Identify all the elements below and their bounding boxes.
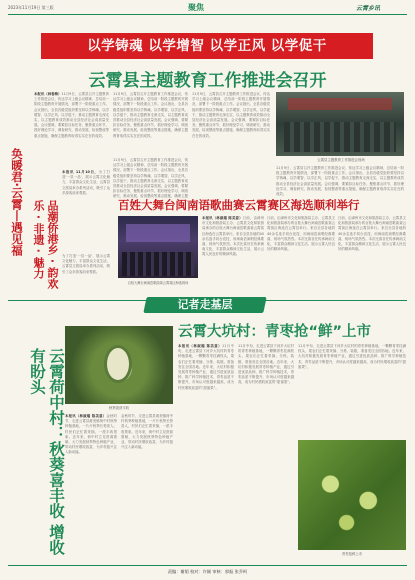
- story2-byline: 本报讯（林淑端 陈美意）: [202, 216, 243, 220]
- reporter-label: 记者走基层: [177, 298, 233, 311]
- story4-col2: [238, 344, 294, 556]
- story1-col4: [276, 166, 404, 196]
- story1-col1: [34, 92, 109, 156]
- sidebar-byline: 本报讯 11月10日，: [62, 170, 99, 174]
- footer-editors: 责编：谢韬 校对：许颖 审核：郭振 张乔柯: [167, 569, 248, 574]
- sidebar-body-cont: 为了打造'一县一品'，展示云霄文化魅力，丰富群众文化生活，云霄县文旅局举办系列活动，吸引了众多游客前来观看。: [62, 254, 110, 274]
- story4-body-cont2: 11月中旬，走进云霄县下河乡大坑村的青枣种植基地，一颗颗青枣挂满枝头，果农们正忙着采摘、分拣、装箱，准备发往全国各地。近年来，大坑村积极发展青枣种植产业，通过引进优质品种、推广科学种植技术，青枣品质不断提升，市场认可度越来越高，成为村民增收致富的“甜蜜果”。: [298, 344, 406, 369]
- story1-col3: [192, 92, 270, 176]
- story2-body-cont2: 日前，由漳州市文化和旅游局主办、云霄县文化和旅游局承办的百姓大舞台闽南语歌曲赛云霄赛区海选在云霄县举行。来自全县各地的40余名选手同台竞技，用闽南语演唱经典歌曲，现场气氛热烈。本次比赛旨在传承闽南文化，丰富群众精神文化生活，展示云霄人民良好的精神风貌。: [338, 216, 406, 252]
- story2-headline: 百姓大舞台闽南语歌曲赛云霄赛区海选顺利举行: [118, 198, 360, 212]
- story3-photo: [65, 326, 173, 404]
- story3-body-cont: 金秋时节，走进云霄县莆美镇荷中村秋葵种植基地，一片片秋葵长势喜人，村民们正忙着采摘，一派丰收景象。近年来，荷中村立足资源禀赋，大力发展秋葵特色种植产业，带动村民增收致富，为乡村振兴注入新动能。: [121, 414, 173, 450]
- sidebar-body: 为了打造'一县一品'，展示云霄文化魅力，丰富群众文化生活，云霄县文旅局举办系列活动，吸引了众多游客前来观看。: [62, 170, 110, 195]
- story4-col1: [178, 344, 234, 556]
- sidebar-body-col1: [62, 170, 110, 250]
- story2-col1: [202, 216, 264, 290]
- story1-body-cont3: 11月9日，云霄县召开主题教育工作推进会议，传达学习上级会议精神，总结前一阶段主题教育开展情况，部署下一阶段重点工作。会议指出，全县各级党组织要坚持以学铸魂、以学增智、以学正风、以学促干，推动主题教育走深走实，以主题教育成效推动全县经济社会高质量发展。会议强调，要紧扣目标任务，聚焦重点环节，抓好理论学习、调查研究、推动发展、检视整改等重点措施，确保主题教育取得实实在在的成效。: [192, 92, 270, 138]
- story3-col2: [121, 414, 173, 558]
- story1-col2: [113, 92, 188, 156]
- slogan-banner: [41, 33, 373, 59]
- story1-photo-caption: 云霄县主题教育工作推进会现场: [317, 158, 365, 162]
- story3-photo-caption: 秋葵喜获丰收: [108, 406, 130, 410]
- sidebar-vertical-title: 奂暖君·云霄丨遇见福: [10, 148, 24, 256]
- story4-photo: [298, 440, 406, 550]
- story3-byline: 本报讯（林淑端 陈美意）: [65, 414, 107, 418]
- story4-body-cont: 11月中旬，走进云霄县下河乡大坑村的青枣种植基地，一颗颗青枣挂满枝头，果农们正忙着采摘、分拣、装箱，准备发往全国各地。近年来，大坑村积极发展青枣种植产业，通过引进优质品种、推广科学种植技术，青枣品质不断提升，市场认可度越来越高，成为村民增收致富的“甜蜜果”。: [238, 344, 294, 385]
- story1-photo: [276, 92, 404, 156]
- footer-rule: [8, 565, 407, 566]
- story1-body-cont4: 11月9日，云霄县召开主题教育工作推进会议，传达学习上级会议精神，总结前一阶段主题教育开展情况，部署下一阶段重点工作。会议指出，全县各级党组织要坚持以学铸魂、以学增智、以学正风、以学促干，推动主题教育走深走实，以主题教育成效推动全县经济社会高质量发展。会议强调，要紧扣目标任务，聚焦重点环节，抓好理论学习、调查研究、推动发展、检视整改等重点措施，确保主题教育取得实实在在的成效。: [276, 166, 404, 196]
- story1-col2b: [113, 158, 188, 198]
- story4-byline: 本报讯（林淑端 陈美意）: [178, 344, 222, 348]
- story3-col1: [65, 414, 117, 558]
- story4-photo-caption: 青枣抢鲜上市: [341, 552, 363, 556]
- story2-col3: [338, 216, 406, 290]
- story4-body: 11月中旬，走进云霄县下河乡大坑村的青枣种植基地，一颗颗青枣挂满枝头，果农们正忙着采摘、分拣、装箱，准备发往全国各地。近年来，大坑村积极发展青枣种植产业，通过引进优质品种、推广科学种植技术，青枣品质不断提升，市场认可度越来越高，成为村民增收致富的“甜蜜果”。: [178, 344, 234, 390]
- story2-body: 日前，由漳州市文化和旅游局主办、云霄县文化和旅游局承办的百姓大舞台闽南语歌曲赛云霄赛区海选在云霄县举行。来自全县各地的40余名选手同台竞技，用闽南语演唱经典歌曲，现场气氛热烈。本次比赛旨在传承闽南文化，丰富群众精神文化生活，展示云霄人民良好的精神风貌。: [202, 216, 264, 257]
- issue-date: 2023年11月19日 第三版: [8, 5, 54, 10]
- sidebar-body-col2: [62, 254, 110, 296]
- story3-vertical-title: 云霄荷中村：秋葵喜丰收 增收有盼头: [28, 348, 65, 555]
- story3-body: 金秋时节，走进云霄县莆美镇荷中村秋葵种植基地，一片片秋葵长势喜人，村民们正忙着采摘，一派丰收景象。近年来，荷中村立足资源禀赋，大力发展秋葵特色种植产业，带动村民增收致富，为乡村振兴注入新动能。: [65, 414, 117, 455]
- paper-name: 云霄乡讯: [356, 5, 381, 12]
- story1-body: 11月9日，云霄县召开主题教育工作推进会议，传达学习上级会议精神，总结前一阶段主题教育开展情况，部署下一阶段重点工作。会议指出，全县各级党组织要坚持以学铸魂、以学增智、以学正风、以学促干，推动主题教育走深走实，以主题教育成效推动全县经济社会高质量发展。会议强调，要紧扣目标任务，聚焦重点环节，抓好理论学习、调查研究、推动发展、检视整改等重点措施，确保主题教育取得实实在在的成效。: [34, 92, 109, 138]
- story4-headline: 云霄大坑村：青枣抢“鲜”上市: [178, 324, 372, 340]
- story1-body-cont2: 11月9日，云霄县召开主题教育工作推进会议，传达学习上级会议精神，总结前一阶段主题教育开展情况，部署下一阶段重点工作。会议指出，全县各级党组织要坚持以学铸魂、以学增智、以学正风、以学促干，推动主题教育走深走实，以主题教育成效推动全县经济社会高质量发展。会议强调，要紧扣目标任务，聚焦重点环节，抓好理论学习、调查研究、推动发展、检视整改等重点措施，确保主题: [113, 158, 188, 198]
- masthead-rule: [8, 14, 407, 15]
- story2-body-cont: 日前，由漳州市文化和旅游局主办、云霄县文化和旅游局承办的百姓大舞台闽南语歌曲赛云霄赛区海选在云霄县举行。来自全县各地的40余名选手同台竞技，用闽南语演唱经典歌曲，现场气氛热烈。本次比赛旨在传承闽南文化，丰富群众精神文化生活，展示云霄人民良好的精神风貌。: [267, 216, 335, 252]
- sidebar-subtitle: 品潮侨港乡 · 韵欢乐 · 非遗 · 魅力: [32, 200, 59, 289]
- story2-col2: [267, 216, 335, 290]
- story2-photo: [118, 216, 198, 278]
- slogan-text: 以学铸魂 以学增智 以学正风 以学促干: [87, 38, 327, 54]
- story1-body-cont: 11月9日，云霄县召开主题教育工作推进会议，传达学习上级会议精神，总结前一阶段主题教育开展情况，部署下一阶段重点工作。会议指出，全县各级党组织要坚持以学铸魂、以学增智、以学正风、以学促干，推动主题教育走深走实，以主题教育成效推动全县经济社会高质量发展。会议强调，要紧扣目标任务，聚焦重点环节，抓好理论学习、调查研究、推动发展、检视整改等重点措施，确保主题教育取得实实在在的成效。: [113, 92, 188, 138]
- story1-headline: 云霄县主题教育工作推进会召开: [88, 71, 327, 91]
- story2-photo-caption: 百姓大舞台闽南语歌曲赛云霄赛区海选现场: [127, 281, 189, 285]
- section-title: 聚焦: [188, 2, 204, 12]
- story4-col3: [298, 344, 406, 436]
- story1-byline: 本报讯（林春梅）: [34, 92, 62, 96]
